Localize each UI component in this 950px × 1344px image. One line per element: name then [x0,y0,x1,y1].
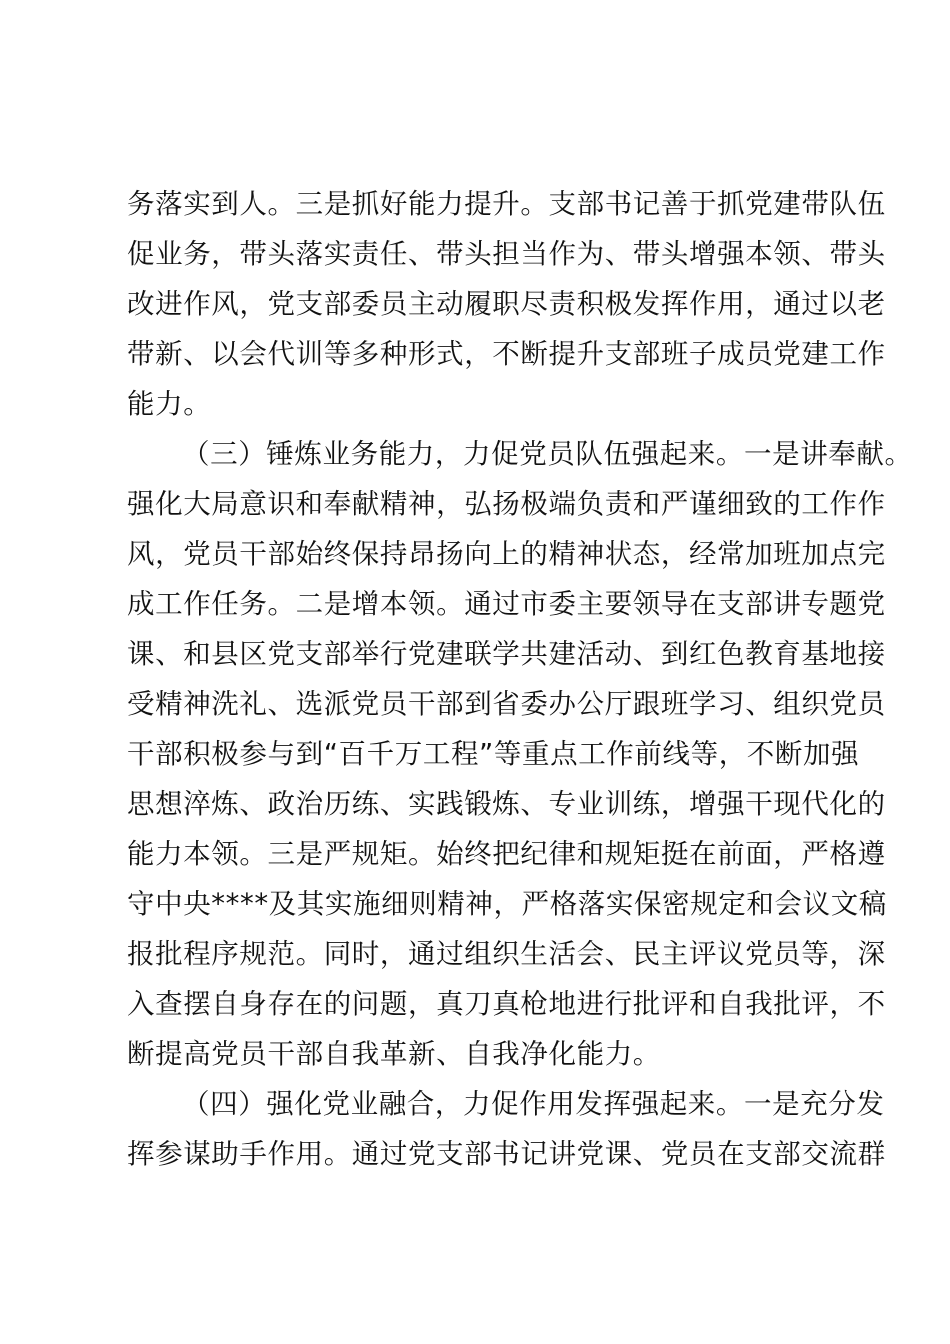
text-line: 务落实到人。三是抓好能力提升。支部书记善于抓党建带队伍 [127,188,886,220]
text-line: 风，党员干部始终保持昂扬向上的精神状态，经常加班加点完 [127,538,886,570]
text-line: 挥参谋助手作用。通过党支部书记讲党课、党员在支部交流群 [127,1138,886,1170]
text-line: 受精神洗礼、选派党员干部到省委办公厅跟班学习、组织党员 [127,688,886,720]
text-line: 强化大局意识和奉献精神，弘扬极端负责和严谨细致的工作作 [127,488,886,520]
document-body [127,179,913,1179]
text-line: 改进作风，党支部委员主动履职尽责积极发挥作用，通过以老 [127,288,886,320]
section-heading-line: （三）锤炼业务能力，力促党员队伍强起来。一是讲奉献。 [182,438,913,470]
section-heading-line: （四）强化党业融合，力促作用发挥强起来。一是充分发 [182,1088,885,1120]
text-line: 断提高党员干部自我革新、自我净化能力。 [127,1038,661,1070]
text-line: 促业务，带头落实责任、带头担当作为、带头增强本领、带头 [127,238,886,270]
text-line: 入查摆自身存在的问题，真刀真枪地进行批评和自我批评，不 [127,988,886,1020]
text-line: 能力本领。三是严规矩。始终把纪律和规矩挺在前面，严格遵 [127,838,886,870]
text-line: 报批程序规范。同时，通过组织生活会、民主评议党员等，深 [127,938,886,970]
text-line: 干部积极参与到“百千万工程”等重点工作前线等，不断加强 [127,738,860,770]
text-line: 课、和县区党支部举行党建联学共建活动、到红色教育基地接 [127,638,886,670]
text-line: 思想淬炼、政治历练、实践锻炼、专业训练，增强干现代化的 [127,788,886,820]
text-line: 守中央****及其实施细则精神，严格落实保密规定和会议文稿 [127,888,887,920]
text-line: 成工作任务。二是增本领。通过市委主要领导在支部讲专题党 [127,588,886,620]
text-line: 能力。 [127,388,212,420]
text-line: 带新、以会代训等多种形式，不断提升支部班子成员党建工作 [127,338,886,370]
